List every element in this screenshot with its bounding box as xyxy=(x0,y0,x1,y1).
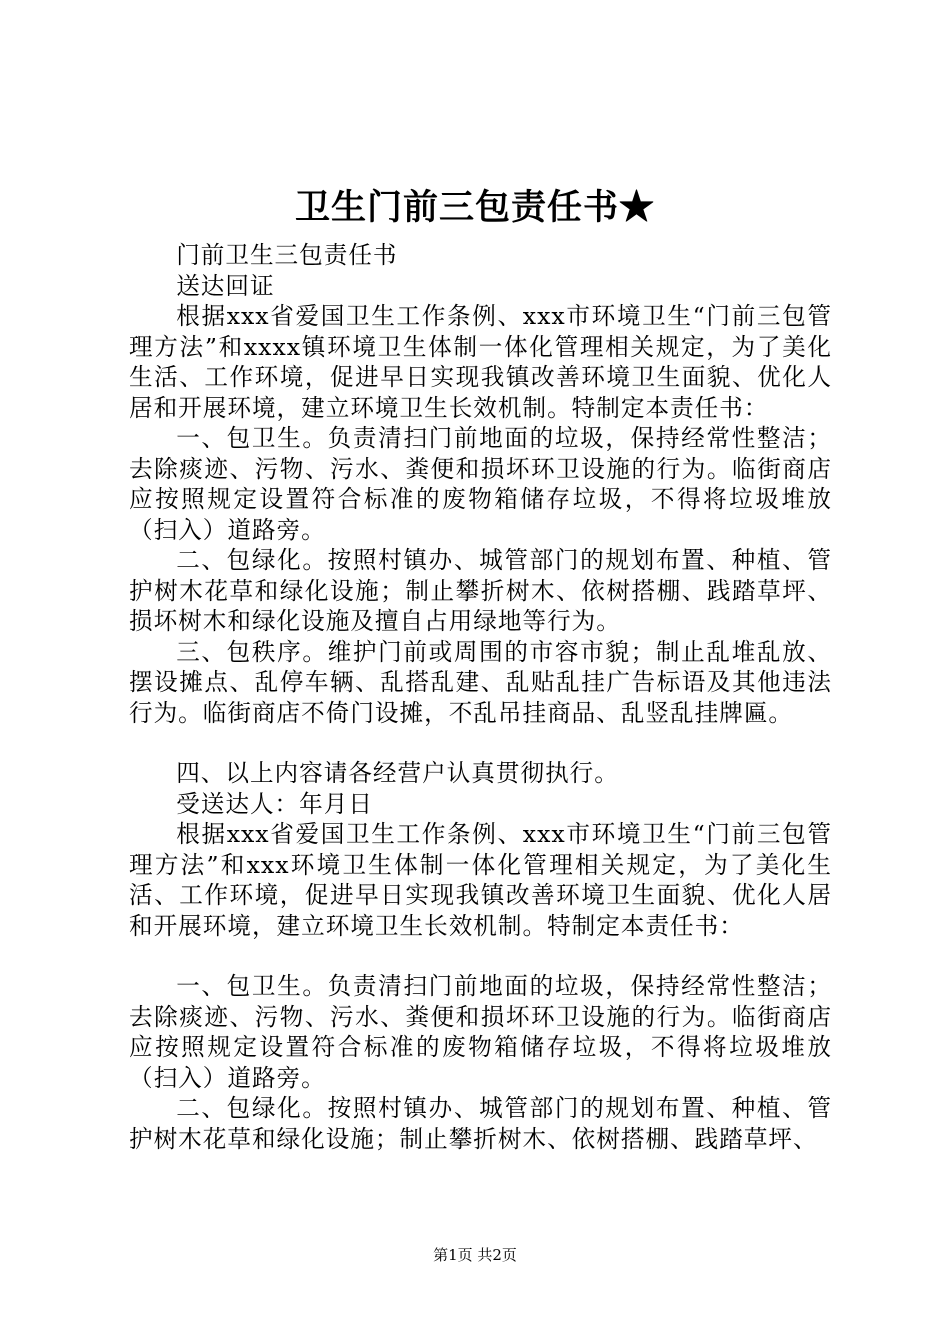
paragraph-receipt: 送达回证 xyxy=(176,271,275,300)
paragraph-item-order: 三、包秩序。维护门前或周围的市容市貌；制止乱堆乱放、摆设摊点、乱停车辆、乱搭乱建、乱贴乱挂广告标语及其他违法行为。临街商店不倚门设摊，不乱吊挂商品、乱竖乱挂牌匾。 xyxy=(129,637,832,727)
paragraph-item-hygiene-repeat: 一、包卫生。负责清扫门前地面的垃圾，保持经常性整洁；去除痰迹、污物、污水、粪便和损坏环卫设施的行为。临街商店应按照规定设置符合标准的废物箱储存垃圾，不得将垃圾堆放（扫入）道路旁。 xyxy=(129,972,832,1092)
page-number: 第1页 共2页 xyxy=(433,1246,517,1264)
document-body xyxy=(129,240,832,1154)
document-title: 卫生门前三包责任书★ xyxy=(294,187,655,228)
paragraph-item-greening: 二、包绿化。按照村镇办、城管部门的规划布置、种植、管护树木花草和绿化设施；制止攀折树木、依树搭棚、践踏草坪、损坏树木和绿化设施及擅自占用绿地等行为。 xyxy=(129,546,832,635)
paragraph-intro: 根据xxx省爱国卫生工作条例、xxx市环境卫生“门前三包管理方法”和xxxx镇环境卫生体制一体化管理相关规定，为了美化生活、工作环境，促进早日实现我镇改善环境卫生面貌、优化人居和开展环境，建立环境卫生长效机制。特制定本责任书： xyxy=(129,302,832,422)
paragraph-subtitle: 门前卫生三包责任书 xyxy=(176,241,398,269)
paragraph-item-execute: 四、以上内容请各经营户认真贯彻执行。 xyxy=(176,759,619,787)
paragraph-intro-repeat: 根据xxx省爱国卫生工作条例、xxx市环境卫生“门前三包管理方法”和xxx环境卫生体制一体化管理相关规定，为了美化生活、工作环境，促进早日实现我镇改善环境卫生面貌、优化人居和开展环境，建立环境卫生长效机制。特制定本责任书： xyxy=(129,820,832,940)
paragraph-item-hygiene: 一、包卫生。负责清扫门前地面的垃圾，保持经常性整洁；去除痰迹、污物、污水、粪便和损坏环卫设施的行为。临街商店应按照规定设置符合标准的废物箱储存垃圾，不得将垃圾堆放（扫入）道路旁。 xyxy=(129,424,832,544)
paragraph-item-greening-repeat: 二、包绿化。按照村镇办、城管部门的规划布置、种植、管护树木花草和绿化设施；制止攀折树木、依树搭棚、践踏草坪、 xyxy=(129,1094,832,1153)
paragraph-recipient: 受送达人：年月日 xyxy=(176,789,373,818)
